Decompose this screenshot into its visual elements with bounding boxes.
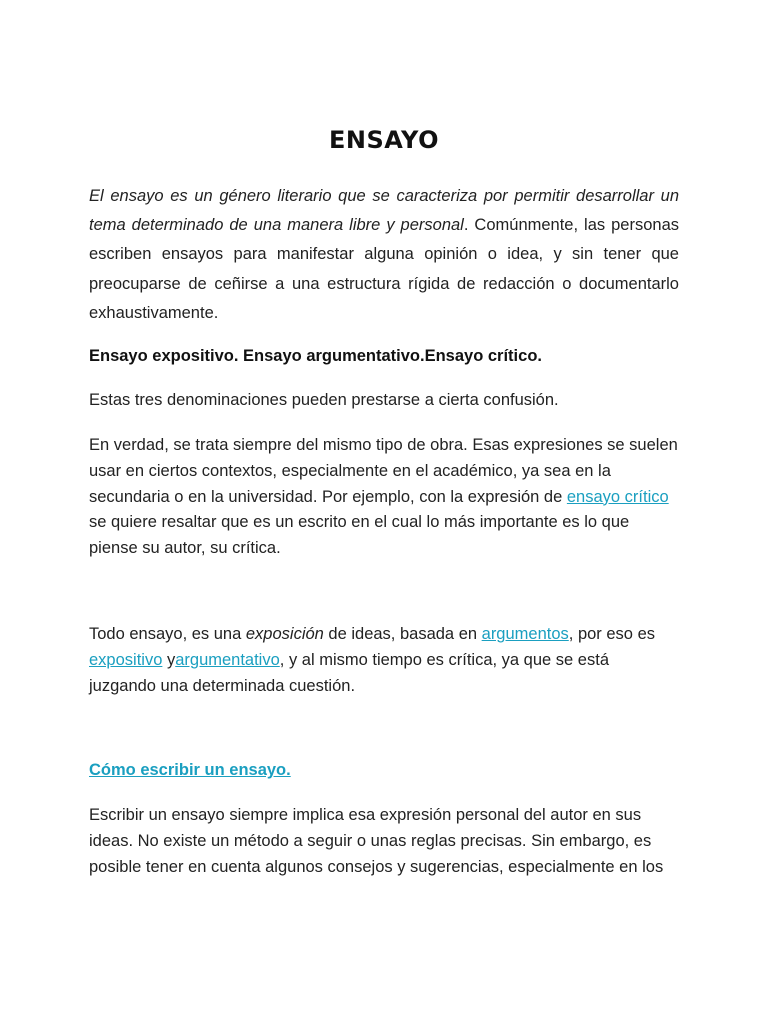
confusion-paragraph: Estas tres denominaciones pueden prestarse a cierta confusión. <box>89 391 559 409</box>
verdad-text-2: se quiere resaltar que es un escrito en el cual lo más importante es lo que piense su autor, su crítica. <box>89 513 630 558</box>
todo-text-4: y <box>162 650 176 669</box>
todo-text-1: Todo ensayo, es una <box>89 625 246 643</box>
essay-types-heading: Ensayo expositivo. Ensayo argumentativo.Ensayo crítico. <box>89 347 542 365</box>
expositivo-link[interactable]: expositivo <box>89 650 163 669</box>
ensayo-critico-link[interactable]: ensayo crítico <box>566 487 669 506</box>
todo-ensayo-paragraph <box>89 622 679 699</box>
document-title: ENSAYO <box>329 126 439 154</box>
todo-text-2: de ideas, basada en <box>323 625 482 643</box>
todo-text-5: , y al mismo tiempo es crítica, ya que se está juzgando una determinada cuestión. <box>89 650 609 695</box>
escribir-paragraph: Escribir un ensayo siempre implica esa expresión personal del autor en sus ideas. No existe un método a seguir o unas reglas precisas. Sin embargo, es posible tener en cuenta algunos consejos y sugerencias, especialmente en los <box>89 806 664 876</box>
verdad-paragraph <box>89 433 679 562</box>
intro-italic-text: El ensayo es un género literario que se caracteriza por permitir desarrollar un tema determinado de una manera libre y personal <box>89 187 679 235</box>
intro-text: . Comúnmente, las personas escriben ensayos para manifestar alguna opinión o idea, y sin tener que preocuparse de ceñirse a una estructura rígida de redacción o documentarlo exhaustivamente. <box>89 216 679 322</box>
todo-text-3: , por eso es <box>568 625 655 643</box>
exposicion-italic: exposición <box>245 625 324 643</box>
how-to-heading <box>89 759 679 781</box>
verdad-text-1: En verdad, se trata siempre del mismo tipo de obra. Esas expresiones se suelen usar en ciertos contextos, especialmente en el académico, ya sea en la secundaria o en la universidad. Por ejemplo, con la expresión de <box>89 436 678 506</box>
intro-paragraph <box>89 182 679 328</box>
argumentativo-link[interactable]: argumentativo <box>175 650 280 669</box>
como-escribir-link[interactable]: Cómo escribir un ensayo. <box>89 761 291 779</box>
argumentos-link[interactable]: argumentos <box>481 625 569 643</box>
